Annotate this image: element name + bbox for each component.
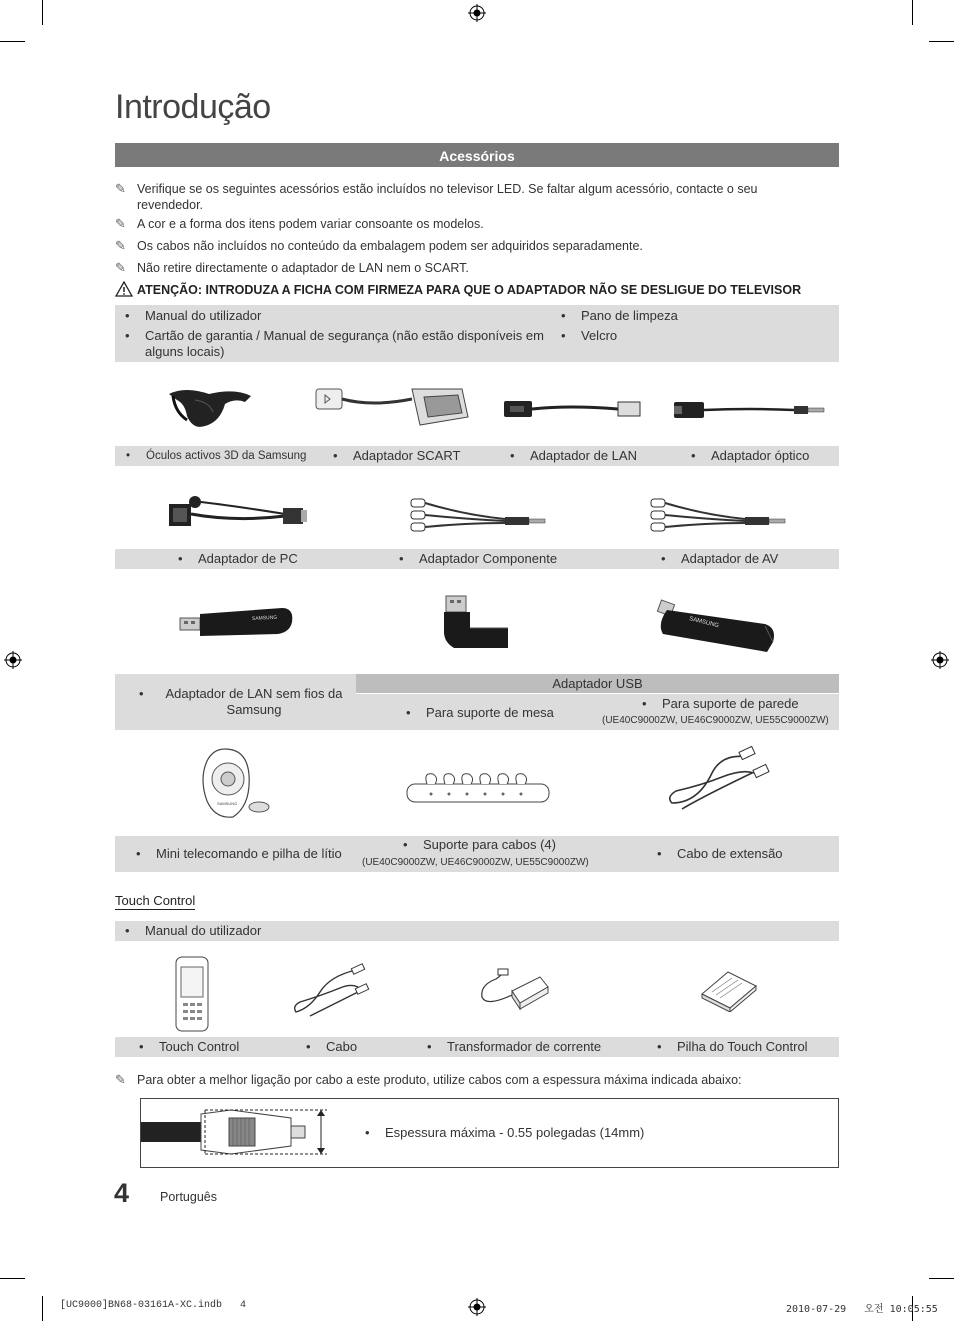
footer-date: 2010-07-29 오전 10:05:55 [786,1304,938,1315]
cable-illustration [290,962,370,1020]
power-adapter-illustration [476,967,552,1015]
samsung-logo: SAMSUNG [217,801,238,806]
registration-mark-icon [468,1298,486,1316]
registration-mark-icon [468,4,486,22]
crop-mark [42,1296,43,1321]
list-item: • Espessura máxima - 0.55 polegadas (14mm) [385,1125,644,1141]
list-item: • Para suporte de parede [662,696,799,712]
touch-control-battery-illustration [698,968,760,1012]
list-item: • Adaptador óptico [711,448,809,464]
note: ✎ Os cabos não incluídos no conteúdo da embalagem podem ser adquiridos separadamente. [115,238,643,253]
warning-triangle-icon [115,281,133,297]
note: ✎ A cor e a forma dos itens podem variar consoante os modelos. [115,216,484,231]
touch-control-illustration [172,955,212,1033]
usb-stick-adapter-illustration [655,598,780,658]
model-numbers: (UE40C9000ZW, UE46C9000ZW, UE55C9000ZW) [362,857,589,868]
list-item: • Touch Control [159,1039,239,1055]
page-number: 4 [114,1178,130,1208]
model-numbers: (UE40C9000ZW, UE46C9000ZW, UE55C9000ZW) [602,715,829,726]
list-item: • Pano de limpeza [581,308,821,324]
crop-mark [929,1278,954,1279]
list-item: • Adaptador de AV [681,551,778,567]
list-item: • Transformador de corrente [447,1039,601,1055]
list-item: • Pilha do Touch Control [677,1039,808,1055]
list-item: • Cartão de garantia / Manual de segurança (não estão disponíveis em alguns locais) [145,328,550,360]
registration-mark-icon [931,651,949,669]
3d-glasses-illustration [165,382,255,434]
component-adapter-illustration [405,493,550,533]
section-header: Acessórios [115,143,839,167]
list-item: • Adaptador de LAN sem fios da Samsung [159,686,349,718]
list-item: • Manual do utilizador [145,308,545,324]
touch-control-heading: Touch Control [115,893,196,908]
cable-thickness-illustration [141,1106,331,1158]
scart-adapter-illustration [312,383,472,429]
footer-file: [UC9000]BN68-03161A-XC.indb 4 [60,1300,247,1311]
list-item: • Manual do utilizador [145,923,261,939]
lan-adapter-illustration [500,395,645,425]
crop-mark [42,0,43,25]
samsung-logo: SAMSUNG [688,616,720,630]
list-item: • Adaptador SCART [353,448,460,464]
language-label: Português [160,1190,217,1204]
note: ✎ Não retire directamente o adaptador de LAN nem o SCART. [115,260,469,275]
list-item: • Velcro [581,328,821,344]
samsung-logo: SAMSUNG [251,614,278,622]
divider [356,693,839,694]
usb-angle-adapter-illustration [440,592,512,650]
list-item: • Óculos activos 3D da Samsung [146,448,306,464]
pencil-note-icon: ✎ [115,1072,126,1087]
list-item: • Adaptador de LAN [530,448,637,464]
pencil-note-icon: ✎ [115,216,126,231]
crop-mark [0,1278,25,1279]
mini-remote-illustration [195,745,273,823]
note: ✎ Para obter a melhor ligação por cabo a este produto, utilize cabos com a espessura máxima indicada abaixo: [115,1072,742,1087]
extension-cable-illustration [662,743,774,815]
list-item: • Cabo [326,1039,357,1055]
wireless-lan-adapter-illustration [178,604,296,640]
optical-adapter-illustration [670,398,830,424]
av-adapter-illustration [645,493,790,533]
crop-mark [0,41,25,42]
list-item: • Suporte para cabos (4) [423,837,556,853]
list-item: • Adaptador de PC [198,551,298,567]
warning-line: ATENÇÃO: INTRODUZA A FICHA COM FIRMEZA PARA QUE O ADAPTADOR NÃO SE DESLIGUE DO TELEVISOR [115,281,801,297]
pencil-note-icon: ✎ [115,260,126,275]
list-item: • Mini telecomando e pilha de lítio [156,846,342,862]
pencil-note-icon: ✎ [115,181,126,196]
list-item: • Cabo de extensão [677,846,783,862]
note: ✎ Verifique se os seguintes acessórios estão incluídos no televisor LED. Se faltar algum acessório, contacte o seu revendedor. [115,181,758,212]
cable-holder-illustration [403,770,553,806]
list-item: • Adaptador Componente [419,551,557,567]
page-title: Introdução [115,88,271,126]
registration-mark-icon [4,651,22,669]
list-item: • Para suporte de mesa [426,705,554,721]
crop-mark [929,41,954,42]
pencil-note-icon: ✎ [115,238,126,253]
crop-mark [912,0,913,25]
usb-adapter-header: Adaptador USB [356,674,839,693]
pc-adapter-illustration [165,492,310,536]
